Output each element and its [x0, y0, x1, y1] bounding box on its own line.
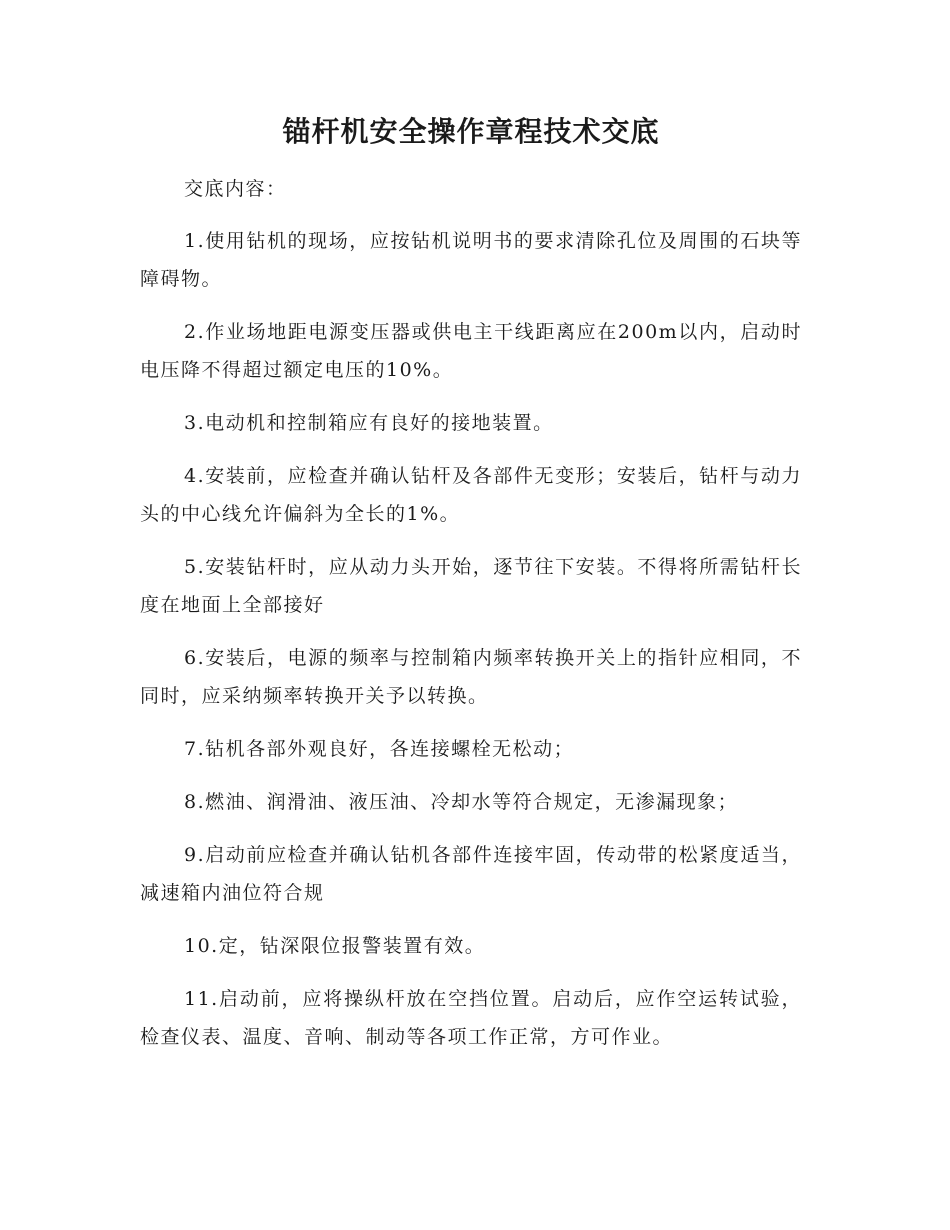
list-item-8: 8.燃油、润滑油、液压油、冷却水等符合规定，无渗漏现象； [184, 791, 739, 813]
list-item-4: 4.安装前，应检查并确认钻杆及各部件无变形；安装后，钻杆与动力头的中心线允许偏斜为全长的1%。 [140, 465, 802, 525]
list-item-10: 10.定，钻深限位报警装置有效。 [184, 935, 486, 957]
list-item-7: 7.钻机各部外观良好，各连接螺栓无松动； [184, 738, 575, 760]
document-page [140, 112, 802, 1071]
list-item-11: 11.启动前，应将操纵杆放在空挡位置。启动后，应作空运转试验，检查仪表、温度、音响、制动等各项工作正常，方可作业。 [140, 988, 802, 1048]
list-item-5: 5.安装钻杆时，应从动力头开始，逐节往下安装。不得将所需钻杆长度在地面上全部接好 [140, 556, 802, 616]
list-item-6: 6.安装后，电源的频率与控制箱内频率转换开关上的指针应相同，不同时，应采纳频率转换开关予以转换。 [140, 647, 802, 707]
document-title: 锚杆机安全操作章程技术交底 [282, 115, 660, 148]
list-item-1: 1.使用钻机的现场，应按钻机说明书的要求清除孔位及周围的石块等障碍物。 [140, 230, 802, 290]
list-item-2: 2.作业场地距电源变压器或供电主干线距离应在200m以内，启动时电压降不得超过额定电压的10%。 [140, 321, 802, 381]
list-item-3: 3.电动机和控制箱应有良好的接地装置。 [184, 412, 554, 434]
list-item-9: 9.启动前应检查并确认钻机各部件连接牢固，传动带的松紧度适当，减速箱内油位符合规 [140, 844, 802, 904]
intro-label: 交底内容： [184, 178, 287, 200]
